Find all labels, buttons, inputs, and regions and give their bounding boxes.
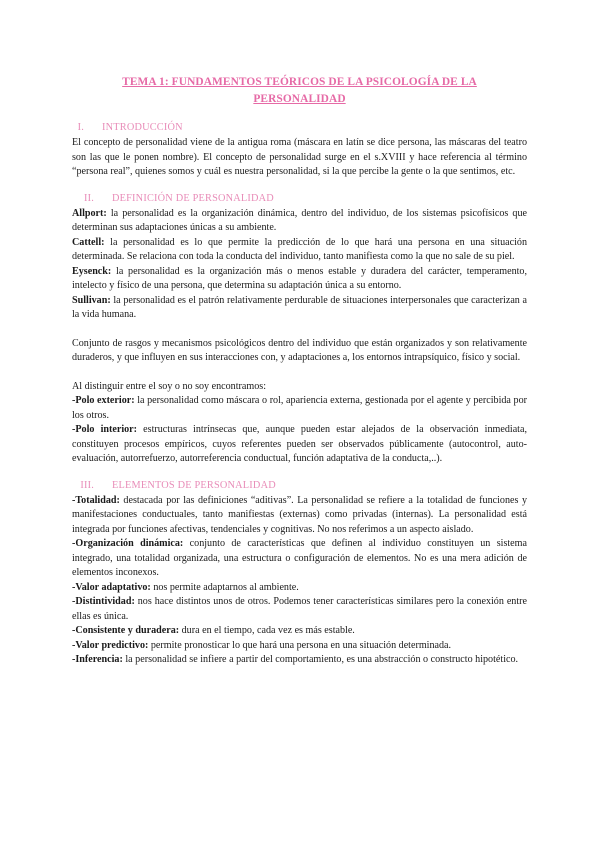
- element-consistente: [72, 624, 527, 639]
- pole-text: estructuras intrínsecas que, aunque pueden estar alejados de la observación inmediata, constituyen procesos empíricos, cuyos referentes pueden ser observados públicamente (autocontrol, auto-evaluación, autorrefuerzo, autorreferencia conductual, función adaptativa de la conducta,..).: [72, 424, 527, 464]
- pole-interior: [72, 423, 527, 467]
- element-totalidad: [72, 494, 527, 538]
- section-title: ELEMENTOS DE PERSONALIDAD: [112, 479, 276, 491]
- element-term: -Valor adaptativo:: [72, 581, 151, 593]
- element-inferencia: [72, 653, 527, 668]
- definition-cattell: [72, 236, 527, 265]
- pole-text: la personalidad como máscara o rol, apariencia externa, gestionada por el agente y percibida por los otros.: [72, 395, 527, 421]
- section-number: III.: [80, 479, 94, 491]
- definition-allport: [72, 207, 527, 236]
- definition-text: la personalidad es el patrón relativamente perdurable de situaciones interpersonales que caracterizan a la vida humana.: [72, 294, 527, 320]
- page-title: TEMA 1: FUNDAMENTOS TEÓRICOS DE LA PSICOLOGÍA DE LA PERSONALIDAD: [122, 76, 477, 105]
- section-heading-introduccion: [72, 121, 527, 135]
- definition-text: la personalidad es la organización más o menos estable y duradera del carácter, temperamento, intelecto y físico de una persona, que determina su adaptación única a su entorno.: [72, 265, 527, 291]
- element-text: nos permite adaptarnos al ambiente.: [150, 581, 299, 593]
- definition-eysenck: [72, 265, 527, 294]
- element-valor-adaptativo: [72, 581, 527, 596]
- section-title: DEFINICIÓN DE PERSONALIDAD: [112, 192, 274, 204]
- element-valor-predictivo: [72, 639, 527, 654]
- element-term: -Valor predictivo:: [72, 639, 149, 651]
- definition-text: la personalidad es la organización dinámica, dentro del individuo, de los sistemas psicofísicos que determinan sus adaptaciones únicas a su ambiente.: [72, 207, 527, 233]
- definition-term: Sullivan:: [72, 294, 111, 306]
- element-text: la personalidad se infiere a partir del comportamiento, es una abstracción o constructo hipotético.: [122, 654, 519, 665]
- definition-text: la personalidad es lo que permite la predicción de lo que hará una persona en una situación determinada. Se relaciona con toda la conducta del individuo, tanto manifiesta como la que no sale de su piel.: [72, 236, 527, 262]
- definition-term: Cattell:: [72, 236, 105, 248]
- pole-exterior: [72, 394, 527, 423]
- pole-term: -Polo exterior:: [72, 395, 135, 406]
- element-distintividad: [72, 595, 527, 624]
- section-number: I.: [77, 122, 84, 133]
- element-text: permite pronosticar lo que hará una persona en una situación determinada.: [148, 639, 452, 651]
- poles-intro: Al distinguir entre el soy o no soy encontramos:: [72, 380, 266, 392]
- definition-term: Allport:: [72, 207, 107, 219]
- section-title: INTRODUCCIÓN: [102, 122, 183, 133]
- element-term: -Inferencia:: [72, 654, 123, 665]
- pole-term: -Polo interior:: [72, 424, 138, 435]
- section-heading-definicion: [72, 192, 527, 206]
- element-text: conjunto de características que definen al individuo constituyen un sistema integrado, una totalidad organizada, una estructura o configuración de elementos. No es una mera adición de elementos inconexos.: [72, 538, 527, 578]
- element-organizacion: [72, 537, 527, 581]
- section-heading-elementos: [72, 479, 527, 493]
- definition-term: Eysenck:: [72, 265, 112, 277]
- definition-sullivan: [72, 294, 527, 323]
- section-number: II.: [83, 192, 94, 204]
- element-term: -Distintividad:: [72, 596, 135, 607]
- element-text: destacada por las definiciones “aditivas”. La personalidad se refiere a la totalidad de funciones y manifestaciones conductuales, tanto manifiestas (externas) como privadas (internas). La personalidad está integrada por funciones afectivas, tendenciales y cognitivas. No nos referimos a un aspecto aislado.: [72, 494, 527, 535]
- summary-paragraph: Conjunto de rasgos y mecanismos psicológicos dentro del individuo que están organizados y son relativamente duraderos, y que influyen en sus interacciones con, y adaptaciones a, los entornos intrapsíquico, físico y social.: [72, 337, 527, 363]
- intro-paragraph: El concepto de personalidad viene de la antigua roma (máscara en latín se dice persona, las máscaras del teatro son las que le ponen nombre). El concepto de personalidad surge en el s.XVIII y hace referencia al término “persona real”, quienes somos y cuál es nuestra personalidad, si la que percibe la gente o la que sentimos, etc.: [72, 137, 527, 177]
- document-page: [72, 66, 527, 668]
- element-term: -Totalidad:: [72, 494, 120, 506]
- element-term: -Consistente y duradera:: [72, 625, 180, 636]
- element-term: -Organización dinámica:: [72, 538, 184, 549]
- element-text: nos hace distintos unos de otros. Podemos tener características similares pero la conexión entre ellas es única.: [72, 596, 527, 622]
- element-text: dura en el tiempo, cada vez es más estable.: [179, 625, 355, 636]
